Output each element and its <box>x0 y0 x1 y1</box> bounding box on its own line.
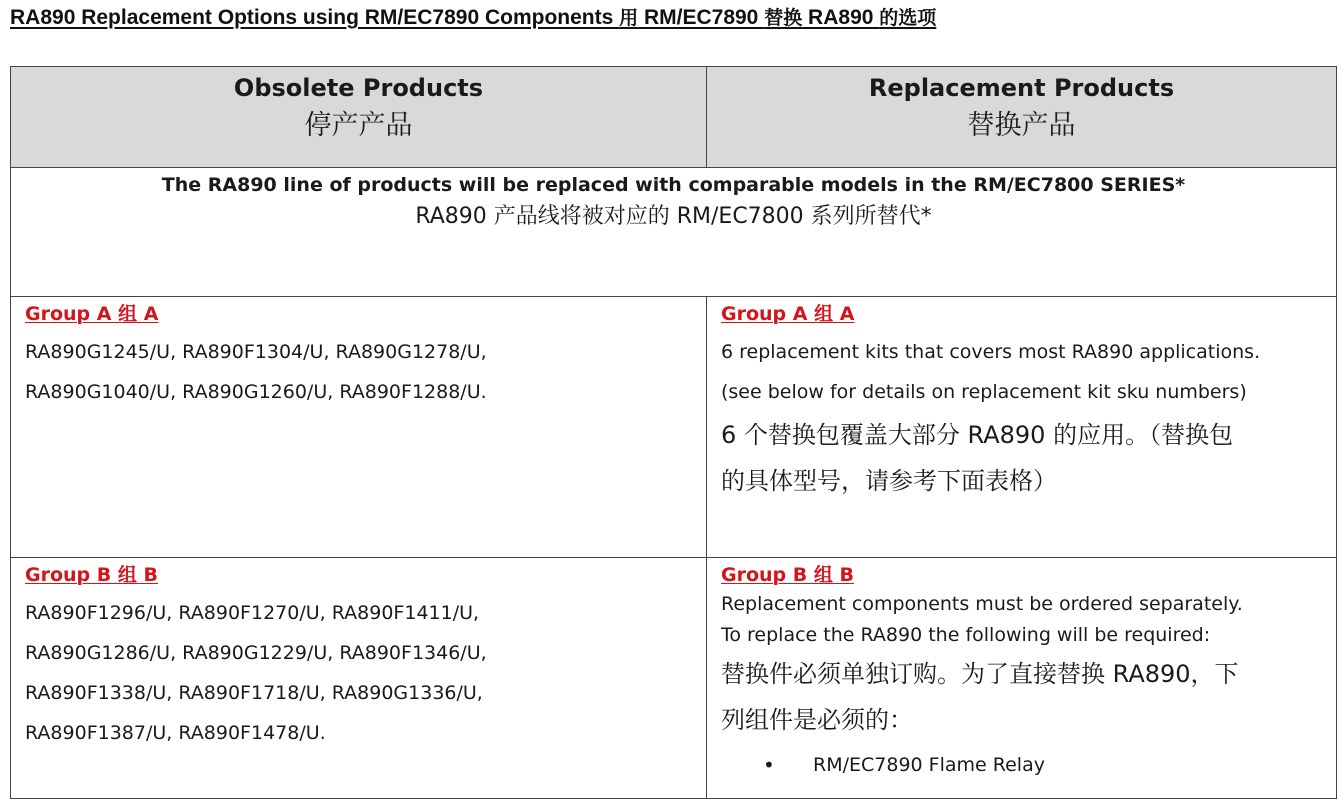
notice-cell <box>11 168 1337 297</box>
model-line: RA890G1286/U, RA890G1229/U, RA890F1346/U, <box>25 642 487 664</box>
description-line-en: To replace the RA890 the following will be required: <box>721 624 1211 646</box>
group-a-obsolete-heading: Group A 组 A <box>25 303 159 325</box>
group-a-replacement-heading: Group A 组 A <box>721 303 855 325</box>
model-line: RA890F1296/U, RA890F1270/U, RA890F1411/U, <box>25 602 480 624</box>
description-line-cn: 的具体型号，请参考下面表格） <box>721 467 1057 495</box>
model-line: RA890F1338/U, RA890F1718/U, RA890G1336/U, <box>25 682 483 704</box>
description-line-en: (see below for details on replacement kit sku numbers) <box>721 381 1247 403</box>
group-b-obsolete-heading: Group B 组 B <box>25 564 158 586</box>
title-cn-2: 替换 <box>764 7 803 29</box>
title-cn-3: 的选项 <box>879 7 937 29</box>
obsolete-header-cn: 停产产品 <box>304 110 413 141</box>
group-a-replacement-cell <box>707 297 1337 558</box>
description-line-en: 6 replacement kits that covers most RA890 applications. <box>721 341 1261 363</box>
group-a-model-list <box>25 332 694 412</box>
description-line-cn: 替换件必须单独订购。为了直接替换 RA890，下 <box>721 660 1239 688</box>
description-line-cn: 列组件是必须的： <box>721 706 913 734</box>
model-line: RA890G1040/U, RA890G1260/U, RA890F1288/U. <box>25 381 487 403</box>
description-line-en: Replacement components must be ordered separately. <box>721 593 1243 615</box>
replacement-table <box>10 66 1337 799</box>
description-line-cn: 6 个替换包覆盖大部分 RA890 的应用。（替换包 <box>721 421 1234 449</box>
group-a-row <box>11 297 1337 558</box>
notice-row <box>11 168 1337 297</box>
header-row <box>11 67 1337 168</box>
group-b-model-list <box>25 593 694 753</box>
group-a-obsolete-cell <box>11 297 707 558</box>
required-items-list <box>721 751 1324 779</box>
notice-cn: RA890 产品线将被对应的 RM/EC7800 系列所替代* <box>415 204 932 229</box>
replacement-header-en: Replacement Products <box>868 74 1175 102</box>
model-line: RA890F1387/U, RA890F1478/U. <box>25 722 326 744</box>
list-item <box>763 751 1324 779</box>
notice-en: The RA890 line of products will be replaced with comparable models in the RM/EC7800 SERIES* <box>161 174 1186 196</box>
group-b-description <box>721 589 1324 743</box>
group-b-obsolete-cell <box>11 558 707 799</box>
replacement-products-header <box>707 67 1337 168</box>
group-b-row <box>11 558 1337 799</box>
group-a-description <box>721 332 1324 504</box>
title-mid-2: RA890 <box>802 6 880 29</box>
title-mid-1: RM/EC7890 <box>638 6 765 29</box>
obsolete-header-en: Obsolete Products <box>233 74 484 102</box>
document-title <box>10 3 936 30</box>
title-en: RA890 Replacement Options using RM/EC7890 Components <box>10 6 620 29</box>
bullet-icon: • <box>763 753 775 777</box>
group-b-replacement-cell <box>707 558 1337 799</box>
group-b-replacement-heading: Group B 组 B <box>721 564 854 586</box>
obsolete-products-header <box>11 67 707 168</box>
replacement-header-cn: 替换产品 <box>967 110 1076 141</box>
model-line: RA890G1245/U, RA890F1304/U, RA890G1278/U, <box>25 341 487 363</box>
title-cn-1: 用 <box>619 7 639 29</box>
required-item-label: RM/EC7890 Flame Relay <box>813 754 1045 776</box>
